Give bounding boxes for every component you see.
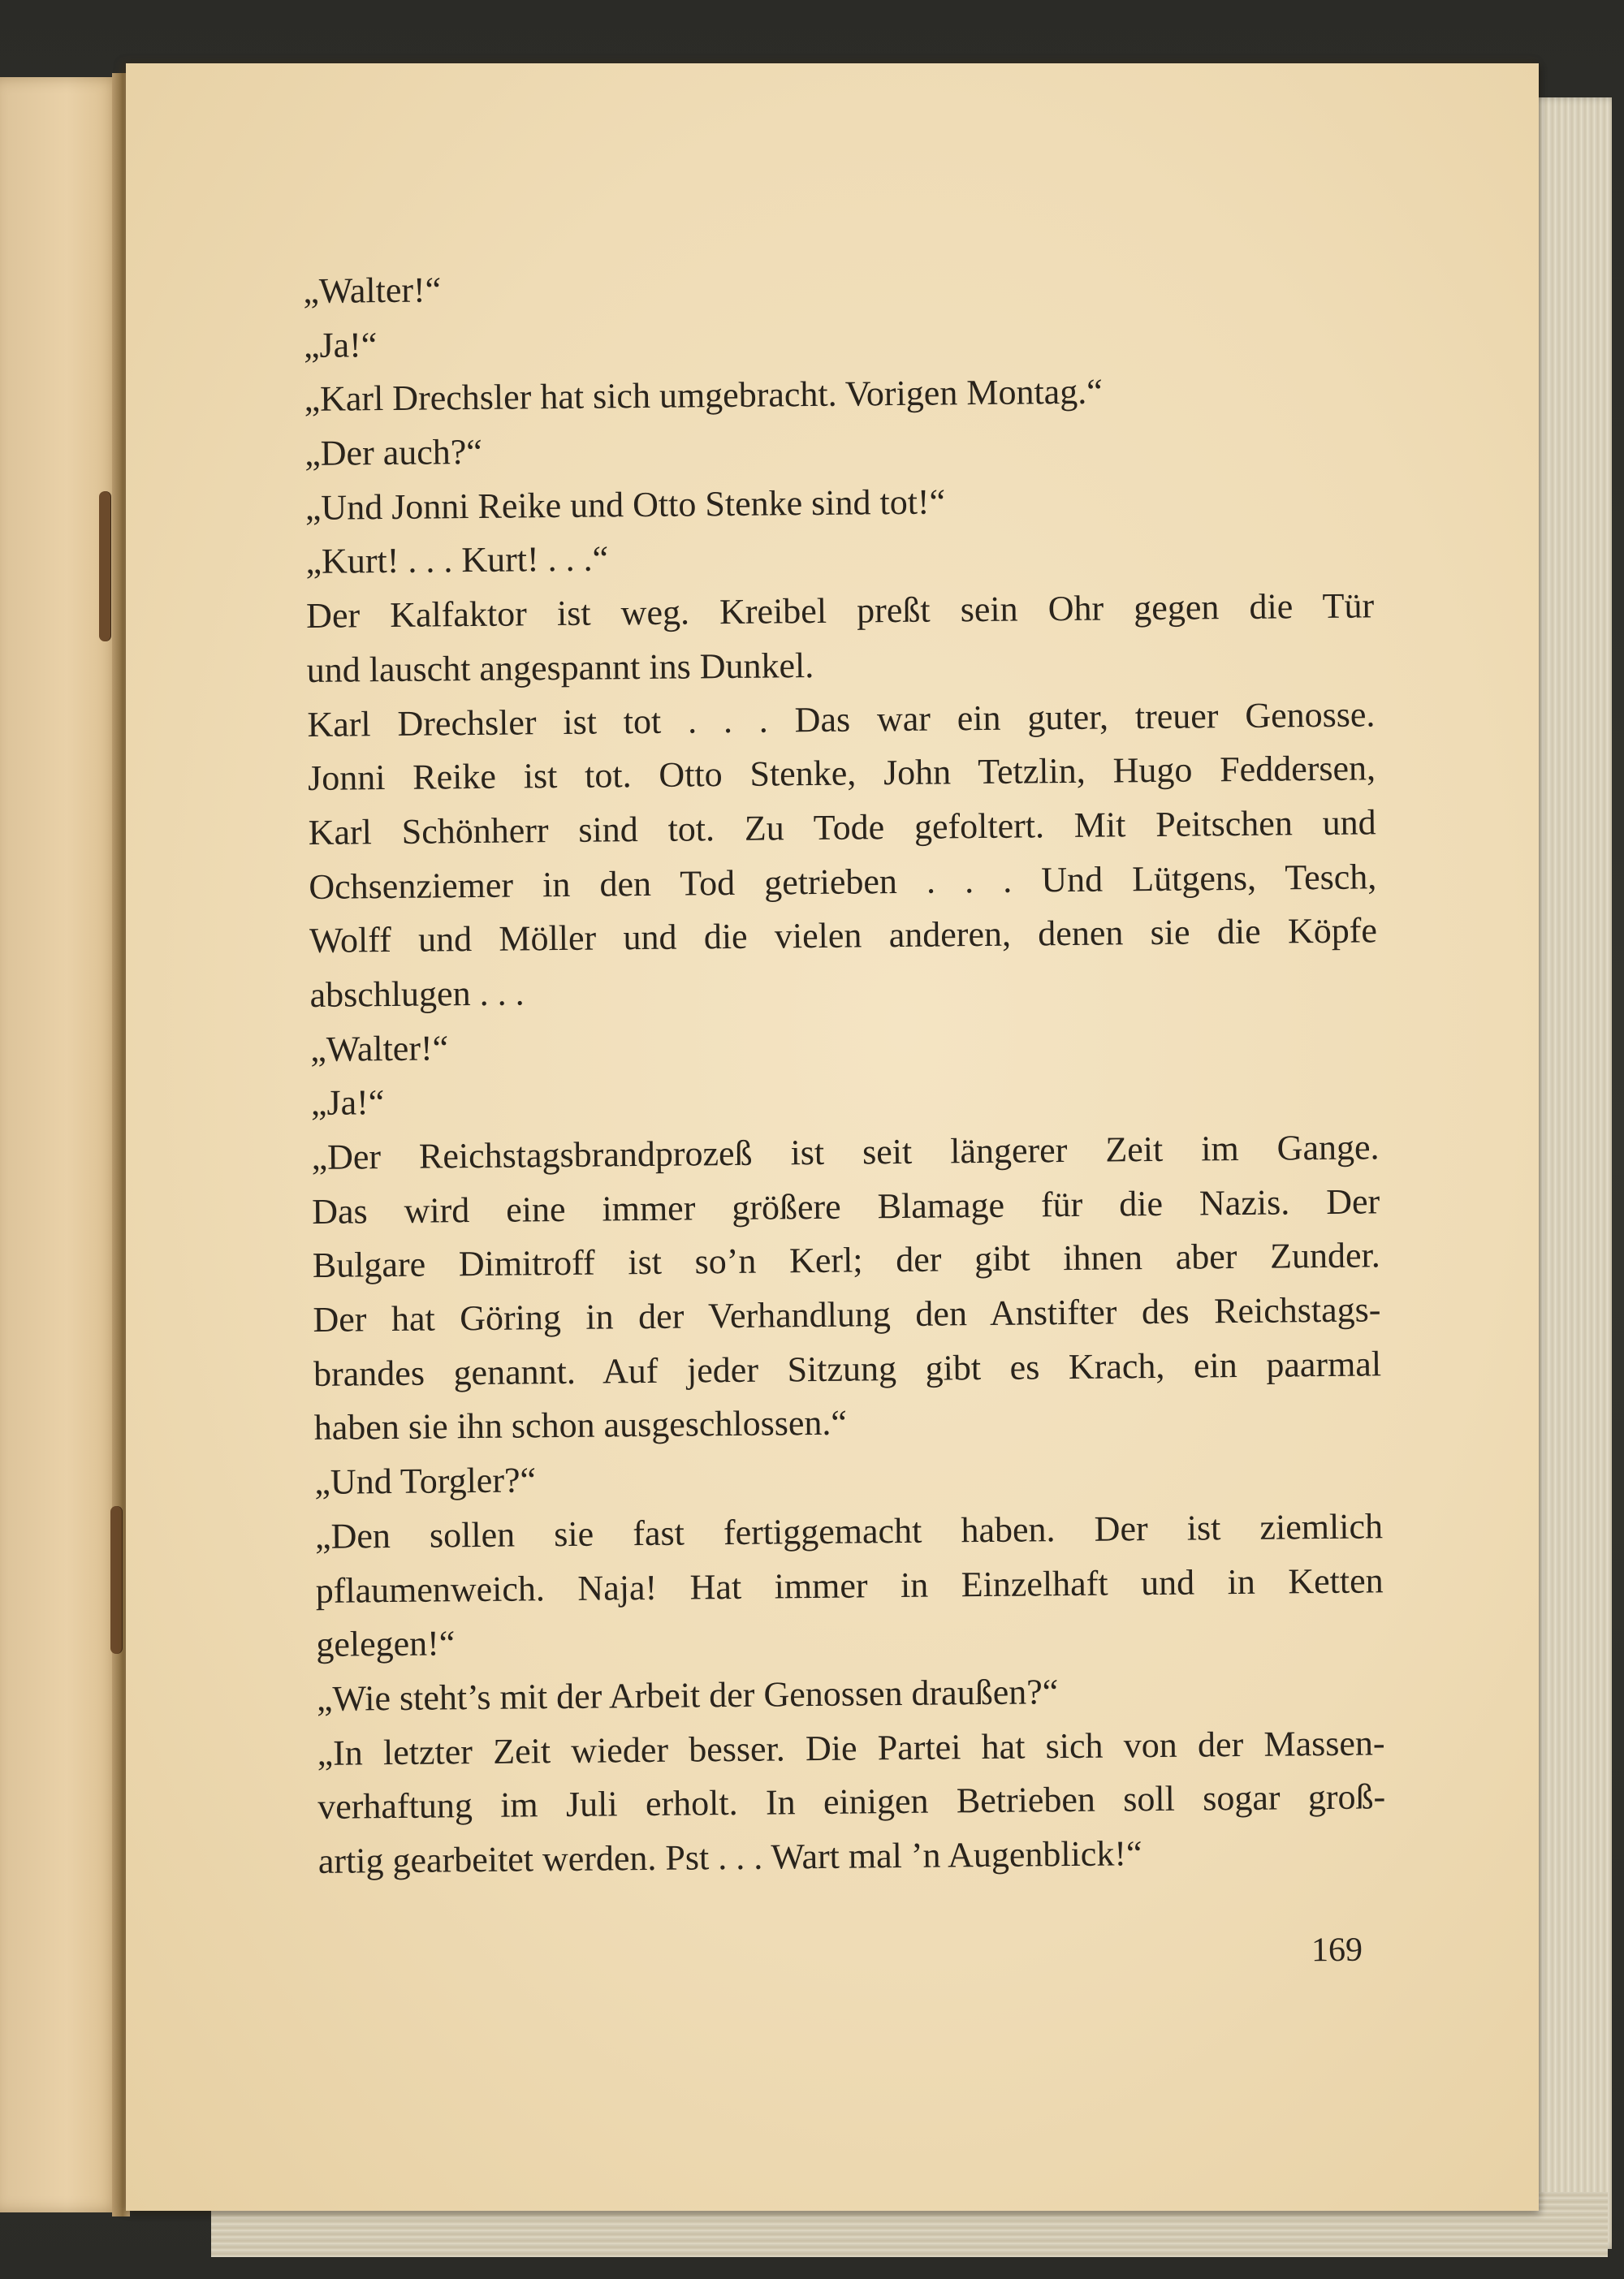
text-line: abschlugen . . . (309, 973, 525, 1015)
text-line: Wolff und Möller und die vielen anderen, denen sie die Köpfe (309, 910, 1378, 961)
text-line: „Wie steht’s mit der Arbeit der Genossen draußen?“ (316, 1672, 1059, 1719)
text-line: „Kurt! . . . Kurt! . . .“ (305, 538, 609, 582)
text-line: Der Kalfaktor ist weg. Kreibel preßt sein Ohr gegen die Tür (305, 585, 1375, 637)
text-line: brandes genannt. Auf jeder Sitzung gibt es Krach, ein paarmal (313, 1344, 1382, 1394)
body-text (303, 254, 1386, 1888)
text-line: „Den sollen sie fast fertiggemacht haben. Der ist ziemlich (314, 1506, 1384, 1556)
text-line: Jonni Reike ist tot. Otto Stenke, John Tetzlin, Hugo Feddersen, (307, 748, 1376, 799)
text-line: „Und Jonni Reike und Otto Stenke sind tot!“ (304, 481, 946, 528)
text-line: gelegen!“ (316, 1623, 456, 1665)
book-page (126, 63, 1539, 2211)
text-line: „Walter!“ (310, 1027, 449, 1069)
text-line: verhaftung im Juli erholt. In einigen Betrieben soll sogar groß- (317, 1776, 1386, 1828)
text-line: haben sie ihn schon ausgeschlossen.“ (313, 1403, 848, 1448)
page-number: 169 (1311, 1931, 1363, 1970)
text-line: artig gearbeitet werden. Pst . . . Wart mal ’n Augenblick!“ (317, 1833, 1142, 1881)
text-line: „Der Reichstagsbrandprozeß ist seit längerer Zeit im Gange. (311, 1127, 1380, 1177)
text-line: „Der auch?“ (304, 431, 483, 474)
text-line: „Und Torgler?“ (314, 1460, 537, 1503)
text-line: Karl Schönherr sind tot. Zu Tode gefoltert. Mit Peitschen und (308, 802, 1376, 852)
text-line: „Walter!“ (303, 270, 442, 311)
text-line: Das wird eine immer größere Blamage für die Nazis. Der (311, 1181, 1380, 1232)
binding-stitch (99, 491, 110, 641)
text-line: und lauscht angespannt ins Dunkel. (306, 645, 814, 690)
text-line: Ochsenziemer in den Tod getrieben . . . Und Lütgens, Tesch, (309, 856, 1377, 907)
facing-page-edge (0, 77, 122, 2212)
text-line: „In letzter Zeit wieder besser. Die Partei hat sich von der Massen- (317, 1722, 1385, 1773)
text-line: Bulgare Dimitroff ist so’n Kerl; der gibt ihnen aber Zunder. (312, 1235, 1381, 1286)
text-line: „Ja!“ (303, 324, 378, 365)
text-line: pflaumenweich. Naja! Hat immer in Einzelhaft und in Ketten (315, 1560, 1384, 1611)
text-line: „Karl Drechsler hat sich umgebracht. Vorigen Montag.“ (304, 371, 1103, 420)
text-line: Der hat Göring in der Verhandlung den Anstifter des Reichstags- (313, 1289, 1381, 1340)
binding-stitch (110, 1506, 122, 1654)
text-line: Karl Drechsler ist tot . . . Das war ein guter, treuer Genosse. (307, 693, 1376, 745)
text-line: „Ja!“ (310, 1082, 385, 1124)
